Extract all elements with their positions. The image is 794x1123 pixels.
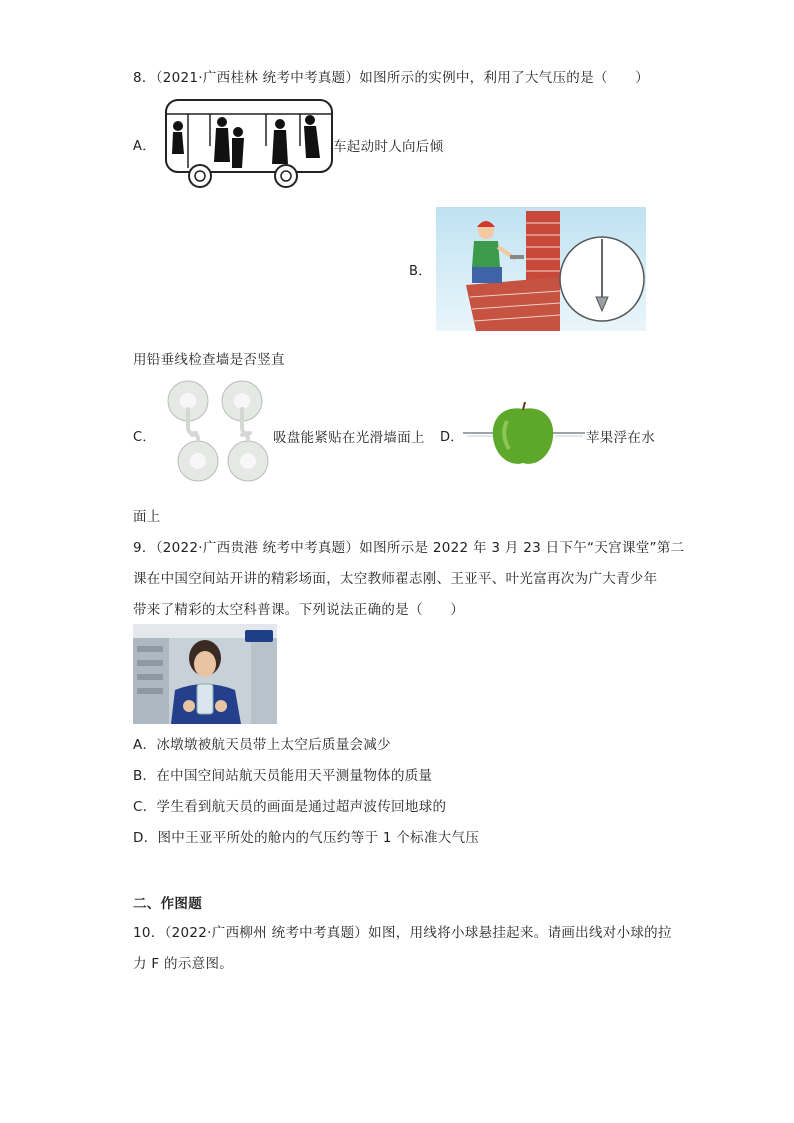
q9-stem-line-2: 课在中国空间站开讲的精彩场面，太空教师翟志刚、王亚平、叶光富再次为广大青少年: [133, 571, 658, 587]
floating-apple-image: [463, 401, 585, 469]
q10-stem-line-1: 10．（2022·广西柳州 统考中考真题）如图，用线将小球悬挂起来。请画出线对小球的拉: [133, 925, 672, 941]
q8-option-b-label: B．: [409, 264, 432, 279]
q10-stem-line-2: 力 F 的示意图。: [133, 956, 234, 972]
space-station-class-photo: [133, 624, 277, 724]
bus-illustration: [162, 96, 338, 188]
q9-option-c: C．学生看到航天员的画面是通过超声波传回地球的: [133, 799, 447, 815]
section-title: 二、作图题: [133, 896, 202, 912]
q9-option-b: B．在中国空间站航天员能用天平测量物体的质量: [133, 768, 433, 784]
bricklayer-plumb-line-image: [436, 207, 646, 331]
q8-option-d-text-continued: 面上: [133, 509, 161, 525]
suction-cup-hooks-image: [162, 377, 272, 485]
q8-option-d-label: D．: [440, 430, 464, 445]
q8-option-c-text: 吸盘能紧贴在光滑墙面上: [273, 430, 425, 446]
q8-stem: 8．（2021·广西桂林 统考中考真题）如图所示的实例中，利用了大气压的是（ ）: [133, 70, 650, 86]
q9-option-d: D．图中王亚平所处的舱内的气压约等于 1 个标准大气压: [133, 830, 480, 846]
q9-stem-line-3: 带来了精彩的太空科普课。下列说法正确的是（ ）: [133, 602, 465, 618]
q8-option-b-text: 用铅垂线检查墙是否竖直: [133, 352, 285, 368]
q8-option-d-text: 苹果浮在水: [586, 430, 655, 446]
q8-option-a-label: A．: [133, 139, 156, 154]
q9-option-a: A．冰墩墩被航天员带上太空后质量会减少: [133, 737, 391, 753]
q8-option-a-text: 车起动时人向后倾: [333, 139, 444, 155]
q8-option-c-label: C．: [133, 430, 156, 445]
q9-stem-line-1: 9．（2022·广西贵港 统考中考真题）如图所示是 2022 年 3 月 23 日下午“天宫课堂”第二: [133, 540, 685, 556]
